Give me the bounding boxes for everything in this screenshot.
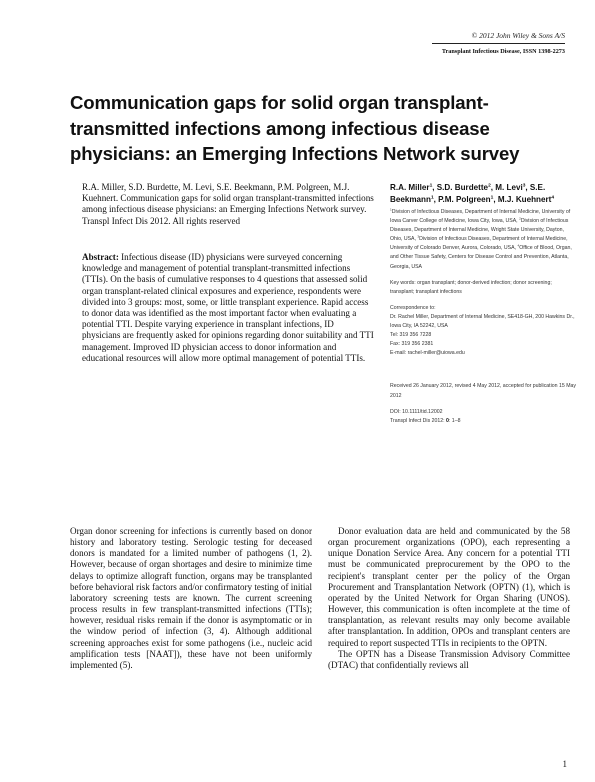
body-column-right	[328, 526, 570, 671]
body-column-left	[70, 526, 312, 671]
citation-text: R.A. Miller, S.D. Burdette, M. Levi, S.E. Beekmann, P.M. Polgreen, M.J. Kuehnert. Communication gaps for solid organ transplant-transmitted infections among infectious disease physicians: an Emerging Infections Network survey.	[82, 182, 374, 215]
citation-source: Transpl Infect Dis 2012. All rights reserved	[82, 215, 241, 226]
body-paragraph: The OPTN has a Disease Transmission Advisory Committee (DTAC) that confidentially reviews all	[328, 648, 570, 670]
affiliation-mark: 1	[390, 207, 392, 212]
correspondence-line: Tel: 319 356 7228	[390, 332, 432, 339]
affiliation-text: Division of Infectious Diseases, Department of Internal Medicine, University of Colorado Denver, Aurora, Colorado, USA,	[390, 236, 568, 252]
author-affiliation-mark: 4	[551, 194, 555, 200]
affiliation-text: Division of Infectious Diseases, Department of Internal Medicine, University of Iowa Carver College of Medicine, Iowa City, Iowa, USA,	[390, 209, 571, 225]
abstract-label: Abstract:	[82, 252, 119, 262]
article-sidebar	[390, 182, 576, 426]
author-affiliation-mark: 3	[522, 183, 526, 189]
correspondence-line: Correspondence to:	[390, 304, 436, 311]
author-affiliation-mark: 1	[490, 194, 494, 200]
citation-block	[82, 182, 374, 227]
correspondence-line: E-mail: rachel-miller@uiowa.edu	[390, 350, 465, 357]
author-name: R.A. Miller	[390, 183, 430, 192]
journal-line: Transplant Infectious Disease, ISSN 1398-2273	[441, 48, 565, 55]
author-list: R.A. Miller$^1$, S.D. Burdette$^2$, M. Levi$^3$, S.E. Beekmann$^1$, P.M. Polgreen$^1$, M.J. Kuehnert$^4$	[390, 183, 555, 204]
received-dates: Received 26 January 2012, revised 4 May 2012, accepted for publication 15 May 2012	[390, 383, 576, 399]
abstract-text: Infectious disease (ID) physicians were surveyed concerning knowledge and management of potential transplant-transmitted infections (TTIs). On the basis of cumulative responses to 4 questions that assessed solid organ transplant-related clinical exposures and experience, respondents were divided into 3 groups: most, some, or little transplant experience. Rapid access to donor data was identified as the most important factor when evaluating a potential TTI. Despite varying experience in transplant infections, ID physicians are frequently asked for opinions regarding donor suitability and TTI management. Improved ID physician access to donor information and educational resources will allow more optimal management of potential TTIs.	[82, 252, 374, 363]
correspondence	[390, 304, 576, 359]
author-affiliation-mark: 2	[488, 183, 491, 189]
header-rule	[432, 43, 565, 44]
affiliations	[390, 208, 576, 272]
author-name: S.E. Beekmann	[390, 183, 546, 204]
journal-ref-text: Transpl Infect Dis 2012:	[390, 417, 447, 424]
doi: DOI: 10.1111/tid.12002	[390, 408, 443, 415]
affiliation-mark: 3	[417, 234, 420, 239]
author-name: M.J. Kuehnert	[497, 194, 552, 204]
correspondence-line: Fax: 319 356 2381	[390, 341, 434, 348]
author-affiliation-mark: 1	[430, 194, 434, 200]
author-affiliation-mark: 1	[429, 183, 433, 189]
abstract	[82, 252, 374, 364]
author-name: S.D. Burdette	[436, 183, 489, 192]
affiliation-text: Office of Blood, Organ, and Other Tissue Safety, Centers for Disease Control and Prevention, Atlanta, Georgia, USA	[390, 245, 572, 270]
page-number: 1	[562, 759, 567, 769]
body-paragraph: Organ donor screening for infections is currently based on donor history and laboratory testing. Serologic testing for deceased donors is mandated for a limited number of pathogens (1, 2). However, because of organ shortages and desire to minimize time delays to optimize allograft function, organs may be transplanted before behavioral risk factors and/or confirmatory testing of initial laboratory screening tests are known. The current screening process results in few transplant-transmitted infections (TTIs); however, residual risks remain if the donor is asymptomatic or in the window period of infection (3, 4). Although additional screening approaches exist for some pathogens (i.e., nucleic acid amplification tests [NAAT]), these have not been uniformly implemented (5).	[70, 526, 312, 670]
author-name: P.M. Polgreen	[438, 194, 491, 204]
correspondence-line: Dr. Rachel Miller, Department of Internal Medicine, SE418-GH, 200 Hawkins Dr., Iowa City, IA 52242, USA	[390, 313, 575, 330]
copyright-line: © 2012 John Wiley & Sons A/S	[471, 31, 565, 40]
affiliation-text: Division of Infectious Diseases, Department of Internal Medicine, Wright State University, Dayton, Ohio, USA,	[390, 218, 569, 243]
article-title: Communication gaps for solid organ transplant-transmitted infections among infectious disease physicians: an Emerging Infections Network survey	[70, 92, 520, 164]
journal-volume: 0	[446, 417, 449, 424]
journal-reference	[390, 417, 576, 426]
author-name: M. Levi	[495, 183, 523, 192]
keywords: Key words: organ transplant; donor-derived infection; donor screening; transplant; transplant infections	[390, 279, 552, 295]
affiliation-mark: 2	[519, 216, 521, 221]
affiliation-mark: 4	[517, 243, 520, 248]
journal-pages: : 1–8	[448, 417, 461, 424]
body-paragraph: Donor evaluation data are held and communicated by the 58 organ procurement organizations (OPO), each representing a unique Donation Service Area. Any concern for a potential TTI must be communicated preprocurement by the OPO to the recipient's transplant center per the policy of the Organ Procurement and Transplantation Network (OPTN) (1), which is operated by the United Network for Organ Sharing (UNOS). However, this communication is often incomplete at the time of transplantation, as relevant results may only become available after transplantation. In addition, OPOs and transplant centers are required to report suspected TTIs in recipients to the OPTN.	[328, 526, 570, 648]
